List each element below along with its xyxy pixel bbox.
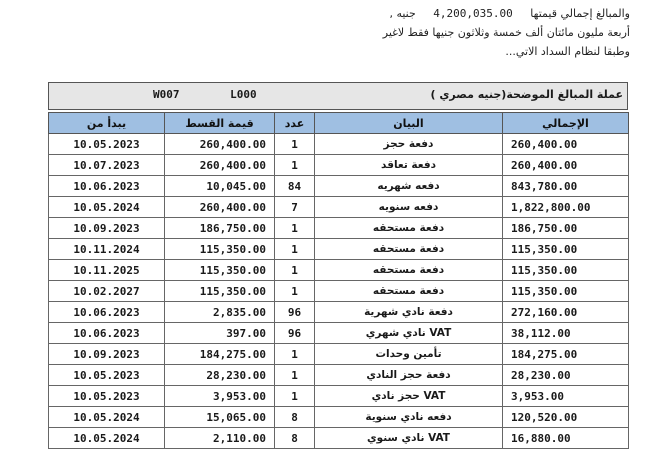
cell-description: دفعة مستحقه bbox=[315, 260, 503, 281]
cell-total: 28,230.00 bbox=[503, 365, 629, 386]
cell-count: 1 bbox=[275, 260, 315, 281]
cell-total: 184,275.00 bbox=[503, 344, 629, 365]
cell-count: 96 bbox=[275, 323, 315, 344]
cell-total: 260,400.00 bbox=[503, 155, 629, 176]
cell-total: 115,350.00 bbox=[503, 281, 629, 302]
cell-total: 16,880.00 bbox=[503, 428, 629, 449]
cell-description: دفعة نادي شهرية bbox=[315, 302, 503, 323]
cell-start-date: 10.05.2023 bbox=[49, 134, 165, 155]
cell-description: دفعه نادي سنوية bbox=[315, 407, 503, 428]
cell-total: 272,160.00 bbox=[503, 302, 629, 323]
cell-installment-value: 115,350.00 bbox=[165, 281, 275, 302]
currency-label: عملة المبالغ الموضحة(جنيه مصري ) bbox=[430, 88, 623, 101]
cell-total: 3,953.00 bbox=[503, 386, 629, 407]
cell-count: 7 bbox=[275, 197, 315, 218]
cell-description: دفعة مستحقه bbox=[315, 239, 503, 260]
table-row bbox=[49, 323, 629, 344]
cell-count: 8 bbox=[275, 428, 315, 449]
cell-count: 1 bbox=[275, 365, 315, 386]
cell-installment-value: 260,400.00 bbox=[165, 155, 275, 176]
cell-count: 96 bbox=[275, 302, 315, 323]
table-row bbox=[49, 281, 629, 302]
unit-codes bbox=[153, 88, 301, 101]
cell-count: 1 bbox=[275, 218, 315, 239]
table-row bbox=[49, 239, 629, 260]
cell-start-date: 10.06.2023 bbox=[49, 176, 165, 197]
cell-installment-value: 397.00 bbox=[165, 323, 275, 344]
col-header-total: الإجمالي bbox=[503, 113, 629, 134]
col-header-description: البيان bbox=[315, 113, 503, 134]
table-row bbox=[49, 176, 629, 197]
cell-start-date: 10.05.2023 bbox=[49, 365, 165, 386]
cell-description: دفعة مستحقه bbox=[315, 281, 503, 302]
cell-description: تأمين وحدات bbox=[315, 344, 503, 365]
intro-line-words: أربعة مليون مائتان ألف خمسة وثلاثون جنيها فقط لاغير bbox=[382, 26, 630, 39]
payment-schedule-table bbox=[48, 112, 629, 449]
table-row bbox=[49, 344, 629, 365]
cell-description: VAT نادي سنوي bbox=[315, 428, 503, 449]
cell-installment-value: 2,110.00 bbox=[165, 428, 275, 449]
table-row bbox=[49, 134, 629, 155]
cell-count: 1 bbox=[275, 386, 315, 407]
table-row bbox=[49, 260, 629, 281]
cell-count: 1 bbox=[275, 134, 315, 155]
cell-start-date: 10.02.2027 bbox=[49, 281, 165, 302]
cell-installment-value: 2,835.00 bbox=[165, 302, 275, 323]
cell-description: VAT حجز نادي bbox=[315, 386, 503, 407]
cell-description: دفعة حجز bbox=[315, 134, 503, 155]
cell-start-date: 10.06.2023 bbox=[49, 302, 165, 323]
table-row bbox=[49, 197, 629, 218]
cell-total: 120,520.00 bbox=[503, 407, 629, 428]
col-header-installment-value: قيمة القسط bbox=[165, 113, 275, 134]
table-row bbox=[49, 155, 629, 176]
cell-start-date: 10.09.2023 bbox=[49, 218, 165, 239]
cell-count: 8 bbox=[275, 407, 315, 428]
cell-count: 84 bbox=[275, 176, 315, 197]
intro-line-terms: وطبقا لنظام السداد الاتي... bbox=[505, 45, 630, 58]
cell-count: 1 bbox=[275, 155, 315, 176]
code-w: W007 bbox=[153, 88, 180, 101]
cell-start-date: 10.05.2024 bbox=[49, 428, 165, 449]
cell-installment-value: 28,230.00 bbox=[165, 365, 275, 386]
cell-installment-value: 15,065.00 bbox=[165, 407, 275, 428]
table-row bbox=[49, 407, 629, 428]
intro-total-label: والمبالغ إجمالي قيمتها bbox=[530, 7, 630, 20]
cell-installment-value: 10,045.00 bbox=[165, 176, 275, 197]
cell-description: دفعة حجز النادي bbox=[315, 365, 503, 386]
cell-count: 1 bbox=[275, 239, 315, 260]
cell-start-date: 10.05.2023 bbox=[49, 386, 165, 407]
table-row bbox=[49, 428, 629, 449]
cell-description: VAT نادي شهري bbox=[315, 323, 503, 344]
cell-start-date: 10.11.2024 bbox=[49, 239, 165, 260]
cell-description: دفعه سنويه bbox=[315, 197, 503, 218]
cell-start-date: 10.05.2024 bbox=[49, 407, 165, 428]
table-row bbox=[49, 218, 629, 239]
cell-total: 115,350.00 bbox=[503, 239, 629, 260]
cell-installment-value: 260,400.00 bbox=[165, 134, 275, 155]
cell-installment-value: 115,350.00 bbox=[165, 260, 275, 281]
cell-start-date: 10.06.2023 bbox=[49, 323, 165, 344]
currency-header-bar bbox=[48, 82, 628, 110]
cell-total: 260,400.00 bbox=[503, 134, 629, 155]
cell-total: 186,750.00 bbox=[503, 218, 629, 239]
col-header-start-date: يبدأ من bbox=[49, 113, 165, 134]
cell-description: دفعة تعاقد bbox=[315, 155, 503, 176]
intro-line-total bbox=[383, 4, 630, 23]
cell-start-date: 10.09.2023 bbox=[49, 344, 165, 365]
cell-description: دفعه شهريه bbox=[315, 176, 503, 197]
cell-description: دفعة مستحقه bbox=[315, 218, 503, 239]
cell-installment-value: 260,400.00 bbox=[165, 197, 275, 218]
cell-count: 1 bbox=[275, 281, 315, 302]
table-body bbox=[49, 134, 629, 449]
cell-installment-value: 115,350.00 bbox=[165, 239, 275, 260]
cell-count: 1 bbox=[275, 344, 315, 365]
col-header-count: عدد bbox=[275, 113, 315, 134]
cell-total: 115,350.00 bbox=[503, 260, 629, 281]
table-header-row bbox=[49, 113, 629, 134]
cell-start-date: 10.07.2023 bbox=[49, 155, 165, 176]
cell-total: 38,112.00 bbox=[503, 323, 629, 344]
cell-total: 843,780.00 bbox=[503, 176, 629, 197]
intro-text bbox=[383, 4, 630, 61]
cell-start-date: 10.05.2024 bbox=[49, 197, 165, 218]
cell-installment-value: 3,953.00 bbox=[165, 386, 275, 407]
code-l: L000 bbox=[230, 88, 257, 101]
intro-total-amount: 4,200,035.00 bbox=[433, 7, 513, 20]
table-row bbox=[49, 386, 629, 407]
cell-installment-value: 186,750.00 bbox=[165, 218, 275, 239]
intro-total-suffix: جنيه , bbox=[389, 7, 416, 20]
cell-start-date: 10.11.2025 bbox=[49, 260, 165, 281]
cell-installment-value: 184,275.00 bbox=[165, 344, 275, 365]
cell-total: 1,822,800.00 bbox=[503, 197, 629, 218]
table-row bbox=[49, 302, 629, 323]
table-row bbox=[49, 365, 629, 386]
